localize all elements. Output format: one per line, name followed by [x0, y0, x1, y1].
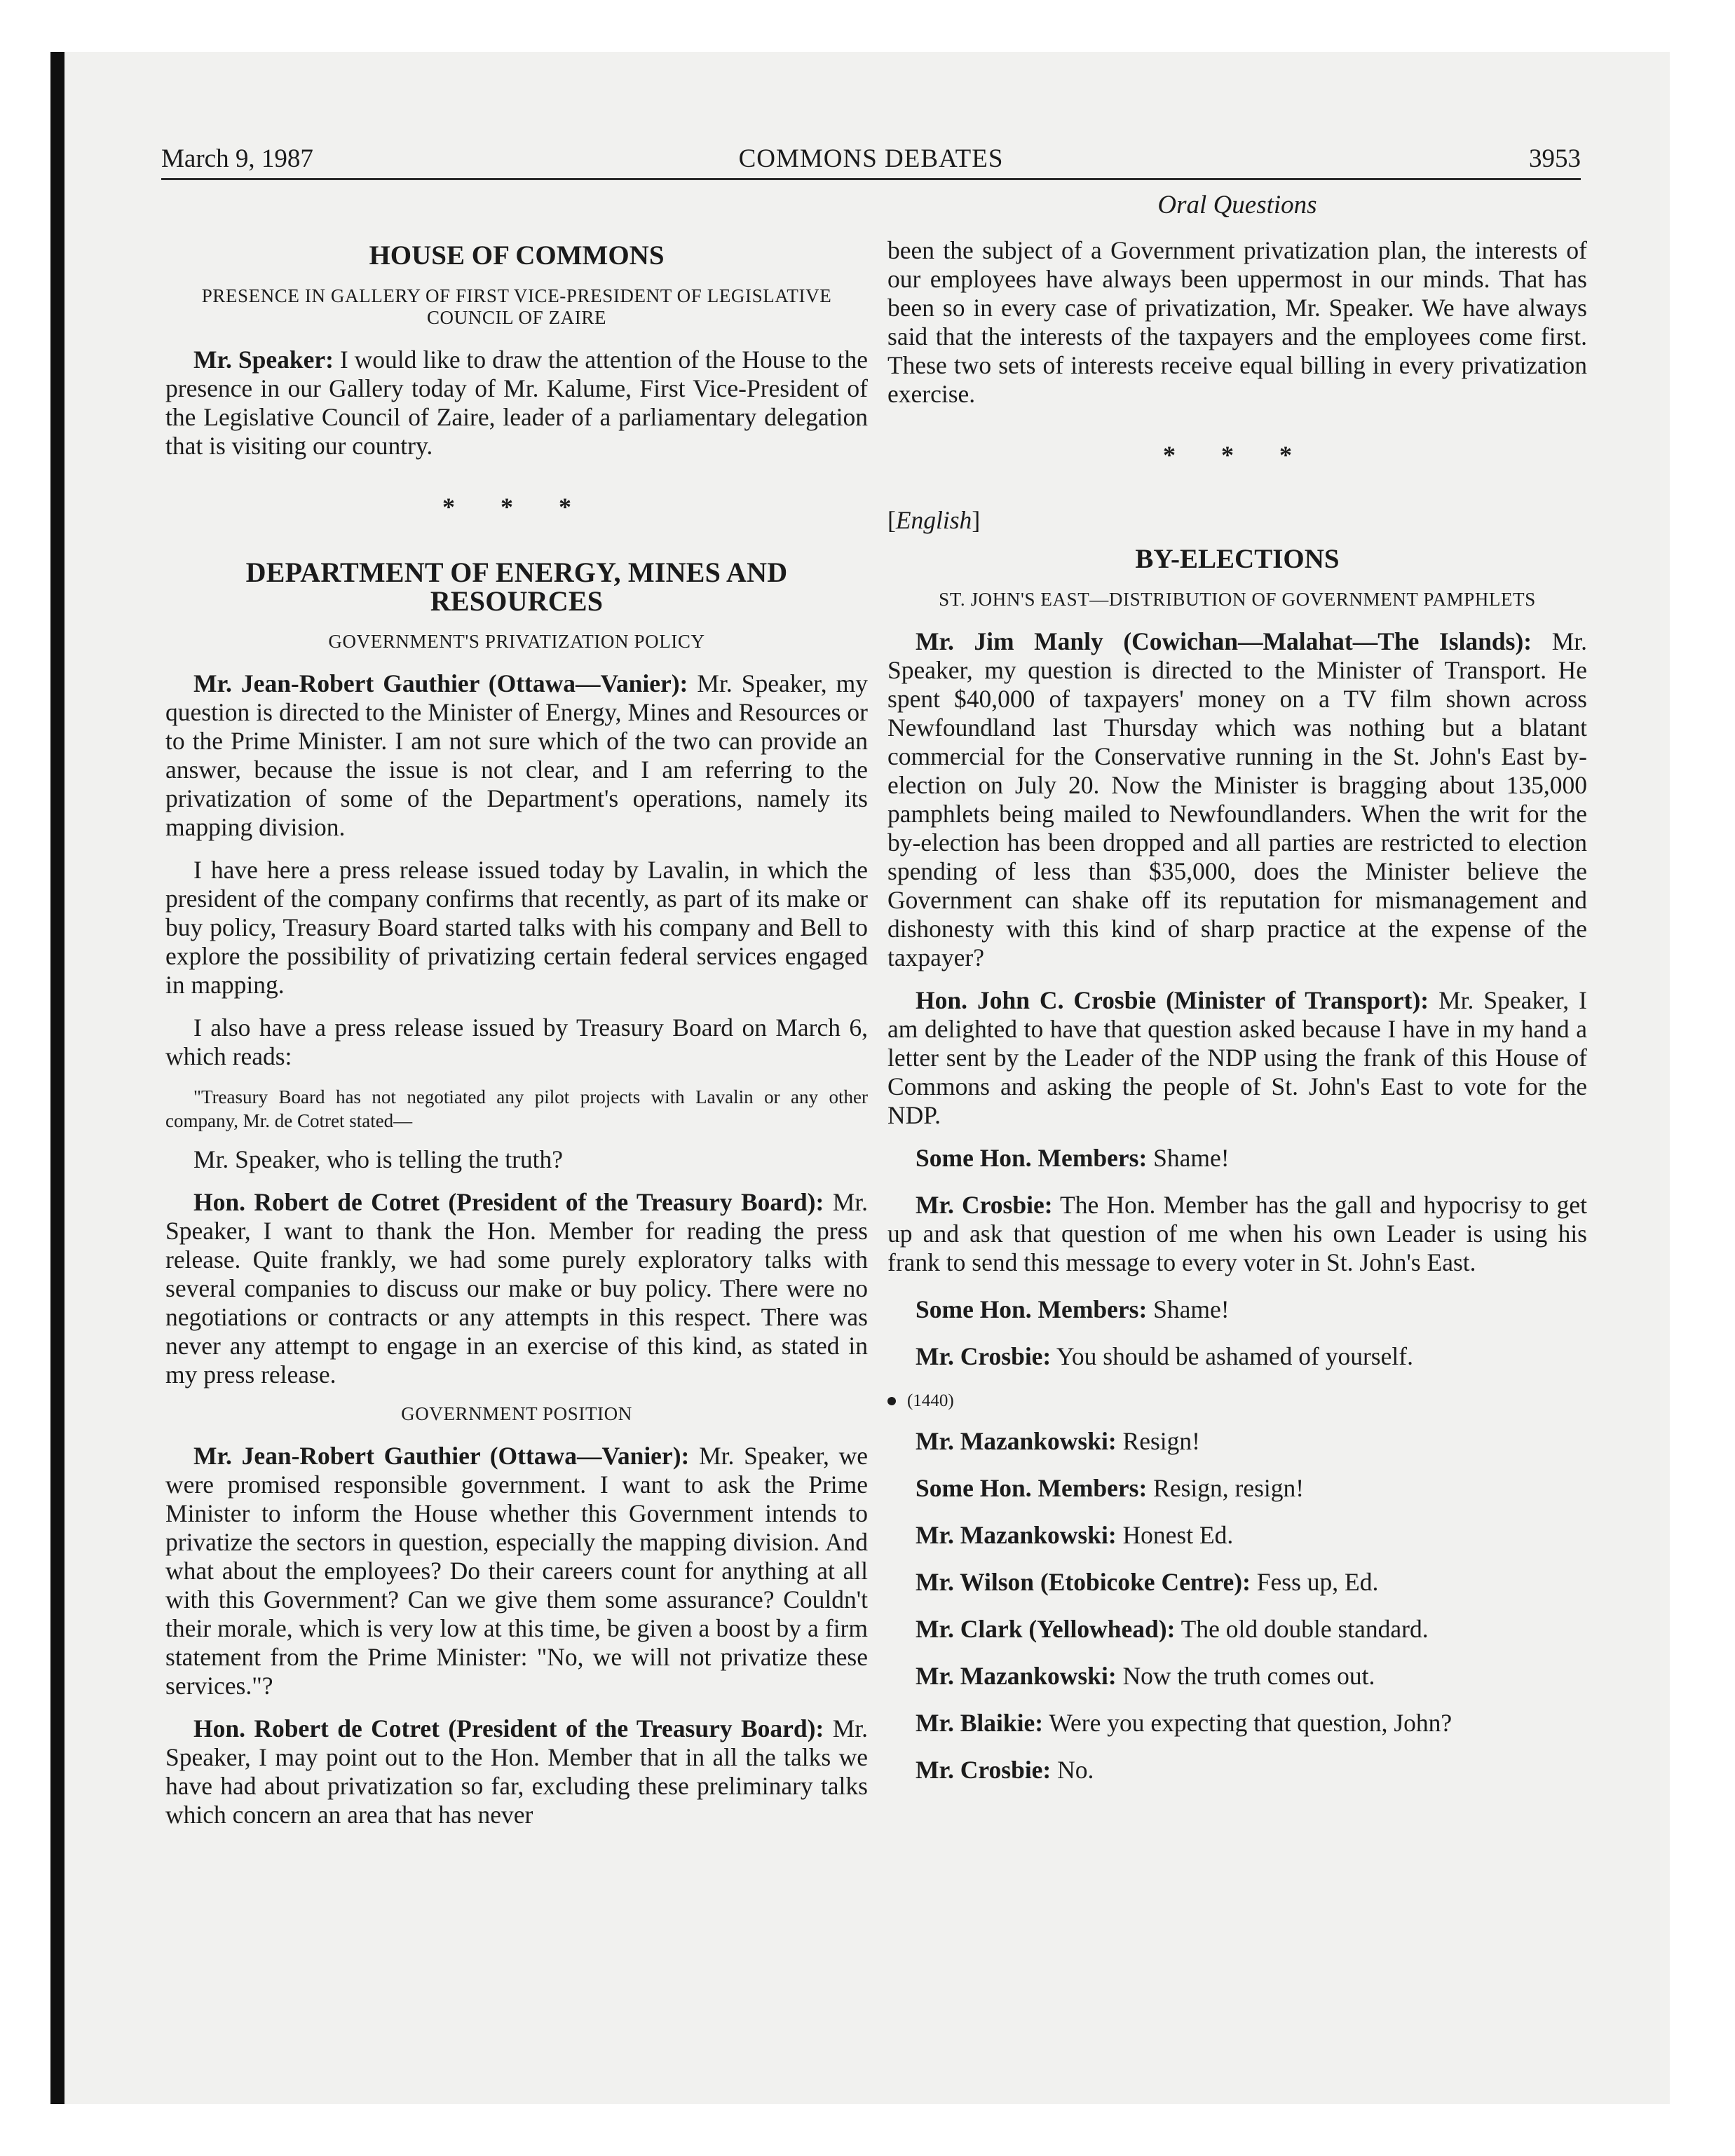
paragraph	[887, 1662, 1587, 1691]
speech-text: Were you expecting that question, John?	[1043, 1709, 1452, 1737]
speech-text: Now the truth comes out.	[1116, 1662, 1375, 1690]
section-subheading-presence-in-gallery: PRESENCE IN GALLERY OF FIRST VICE-PRESIDENT OF LEGISLATIVE COUNCIL OF ZAIRE	[201, 285, 832, 328]
speech-text: Mr. Speaker, my question is directed to the Minister of Energy, Mines and Resources or to the Prime Minister. I am not sure which of the two can provide an answer, because the issue is not clear, and I am referring to the privatization of some of the Department's operations, namely its mapping division.	[165, 669, 868, 841]
paragraph	[887, 1427, 1587, 1456]
paragraph: I also have a press release issued by Treasury Board on March 6, which reads:	[165, 1014, 868, 1070]
paragraph	[887, 1568, 1587, 1597]
section-heading-energy-mines-resources: DEPARTMENT OF ENERGY, MINES AND RESOURCES	[245, 557, 788, 617]
paragraph	[165, 669, 868, 842]
speaker-name: Hon. Robert de Cotret (President of the Treasury Board):	[193, 1188, 824, 1216]
speech-text: Mr. Speaker, I am delighted to have that question asked because I have in my hand a letter sent by the Leader of the NDP using the frank of this House of Commons and asking the people of St. John's East to vote for the NDP.	[887, 986, 1587, 1129]
paragraph	[887, 1144, 1587, 1173]
paragraph	[887, 1615, 1587, 1644]
paragraph: I have here a press release issued today by Lavalin, in which the president of the company confirms that recently, as part of its make or buy policy, Treasury Board started talks with his company and Bell to explore the possibility of privatizing certain federal services engaged in mapping.	[165, 856, 868, 999]
speech-text: Fess up, Ed.	[1250, 1568, 1379, 1596]
section-subheading-st-johns-east: ST. JOHN'S EAST—DISTRIBUTION OF GOVERNMENT PAMPHLETS	[939, 589, 1536, 610]
speaker-name: Mr. Crosbie:	[916, 1191, 1053, 1219]
section-separator: * * *	[442, 493, 591, 521]
speaker-name: Mr. Mazankowski:	[916, 1521, 1117, 1549]
speech-text: Mr. Speaker, we were promised responsible government. I want to ask the Prime Minister to inform the House whether this Government intends to privatize the sectors in question, especially the mapping division. And what about the employees? Do their careers count for anything at all with this Government? Can we give them some assurance? Couldn't their morale, which is very low at this time, be given a boost by a firm statement from the Prime Minister: "No, we will not privatize these services."?	[165, 1442, 868, 1700]
speech-text: The Hon. Member has the gall and hypocrisy to get up and ask that question of me when his own Leader is using his frank to send this message to every voter in St. John's East.	[887, 1191, 1587, 1276]
binding-edge	[50, 52, 64, 2104]
page-number: 3953	[1529, 144, 1581, 173]
speaker-name: Mr. Mazankowski:	[916, 1427, 1117, 1455]
speech-text: No.	[1051, 1756, 1094, 1784]
right-column	[887, 191, 1587, 1803]
speaker-name: Mr. Jean-Robert Gauthier (Ottawa—Vanier):	[193, 1442, 690, 1470]
speech-text: I would like to draw the attention of the House to the presence in our Gallery today of Mr. Kalume, First Vice-President of the Legislative Council of Zaire, leader of a parliamentary delegation that is visiting our country.	[165, 346, 869, 460]
speaker-name: Mr. Crosbie:	[916, 1756, 1052, 1784]
speech-text: Mr. Speaker, my question is directed to the Minister of Transport. He spent $40,000 of taxpayers' money on a TV film shown across Newfoundland last Thursday which was nothing but a blatant commercial for the Conservative running in the St. John's East by-election on July 20. Now the Minister is bragging about 135,000 pamphlets being mailed to Newfoundlanders. When the writ for the by-election has been dropped and all parties are restricted to election spending of less than $35,000, does the Minister believe the Government can shake off its reputation for mismanagement and dishonesty with this kind of sharp practice at the expense of the taxpayer?	[887, 627, 1587, 971]
section-heading-by-elections: BY-ELECTIONS	[1135, 544, 1340, 574]
speech-text: Mr. Speaker, I may point out to the Hon. Member that in all the talks we have had about privatization so far, excluding these preliminary talks which concern an area that has never	[165, 1714, 868, 1829]
speaker-name: Mr. Blaikie:	[916, 1709, 1044, 1737]
speaker-name: Mr. Clark (Yellowhead):	[916, 1615, 1176, 1643]
speech-text: Shame!	[1147, 1295, 1230, 1323]
page-header	[161, 137, 1581, 180]
speaker-name: Mr. Wilson (Etobicoke Centre):	[916, 1568, 1251, 1596]
paragraph: Mr. Speaker, who is telling the truth?	[193, 1145, 564, 1173]
paragraph	[887, 1474, 1587, 1503]
speech-text: You should be ashamed of yourself.	[1051, 1342, 1413, 1370]
paragraph	[165, 1442, 868, 1700]
paragraph	[887, 1295, 1587, 1324]
paragraph	[887, 1709, 1587, 1738]
speaker-name: Mr. Mazankowski:	[916, 1662, 1117, 1690]
paragraph	[165, 1714, 868, 1829]
speaker-name: Hon. John C. Crosbie (Minister of Transport):	[916, 986, 1429, 1014]
paragraph: been the subject of a Government privatization plan, the interests of our employees have always been uppermost in our minds. That has been so in every case of privatization, Mr. Speaker. We have always said that the interests of the taxpayers and the employees come first. These two sets of interests receive equal billing in every privatization exercise.	[887, 236, 1587, 408]
section-heading-house-of-commons: HOUSE OF COMMONS	[369, 240, 665, 271]
paragraph	[887, 1756, 1587, 1785]
speech-text: Resign!	[1116, 1427, 1200, 1455]
speech-text: Resign, resign!	[1147, 1474, 1305, 1502]
bullet-icon	[887, 1397, 896, 1405]
section-separator: * * *	[1163, 441, 1312, 469]
paragraph	[887, 1521, 1587, 1550]
speaker-name: Mr. Speaker:	[193, 346, 334, 374]
paragraph	[165, 1188, 868, 1389]
paragraph	[887, 627, 1587, 972]
running-head: Oral Questions	[1157, 191, 1317, 219]
speech-text: Honest Ed.	[1116, 1521, 1234, 1549]
section-subheading-privatization-policy: GOVERNMENT'S PRIVATIZATION POLICY	[328, 631, 705, 652]
paragraph	[887, 986, 1587, 1130]
left-column	[165, 191, 868, 1843]
speaker-name: Some Hon. Members:	[916, 1295, 1148, 1323]
language-marker: [English]	[887, 506, 981, 534]
paragraph	[887, 1342, 1587, 1371]
speaker-name: Hon. Robert de Cotret (President of the Treasury Board):	[193, 1714, 824, 1742]
paragraph	[165, 346, 868, 460]
section-subheading-government-position: GOVERNMENT POSITION	[401, 1403, 632, 1424]
speech-text: The old double standard.	[1175, 1615, 1429, 1643]
speaker-name: Mr. Jim Manly (Cowichan—Malahat—The Islands):	[916, 627, 1532, 655]
timestamp: (1440)	[887, 1389, 1587, 1413]
speaker-name: Some Hon. Members:	[916, 1474, 1148, 1502]
header-date: March 9, 1987	[161, 144, 313, 173]
exchange	[887, 1144, 1587, 1785]
speaker-name: Mr. Jean-Robert Gauthier (Ottawa—Vanier):	[193, 669, 688, 697]
speech-text: Mr. Speaker, I want to thank the Hon. Member for reading the press release. Quite frankly, we had some purely exploratory talks with several companies to discuss our make or buy policy. There were no negotiations or contracts or any attempts in this respect. There was never any attempt to engage in an exercise of this kind, as stated in my press release.	[165, 1188, 868, 1389]
speaker-name: Some Hon. Members:	[916, 1144, 1148, 1172]
speaker-name: Mr. Crosbie:	[916, 1342, 1052, 1370]
speech-text: Shame!	[1147, 1144, 1230, 1172]
header-title: COMMONS DEBATES	[738, 144, 1004, 173]
paragraph	[887, 1191, 1587, 1277]
block-quote: "Treasury Board has not negotiated any pilot projects with Lavalin or any other company, Mr. de Cotret stated—	[165, 1086, 868, 1131]
